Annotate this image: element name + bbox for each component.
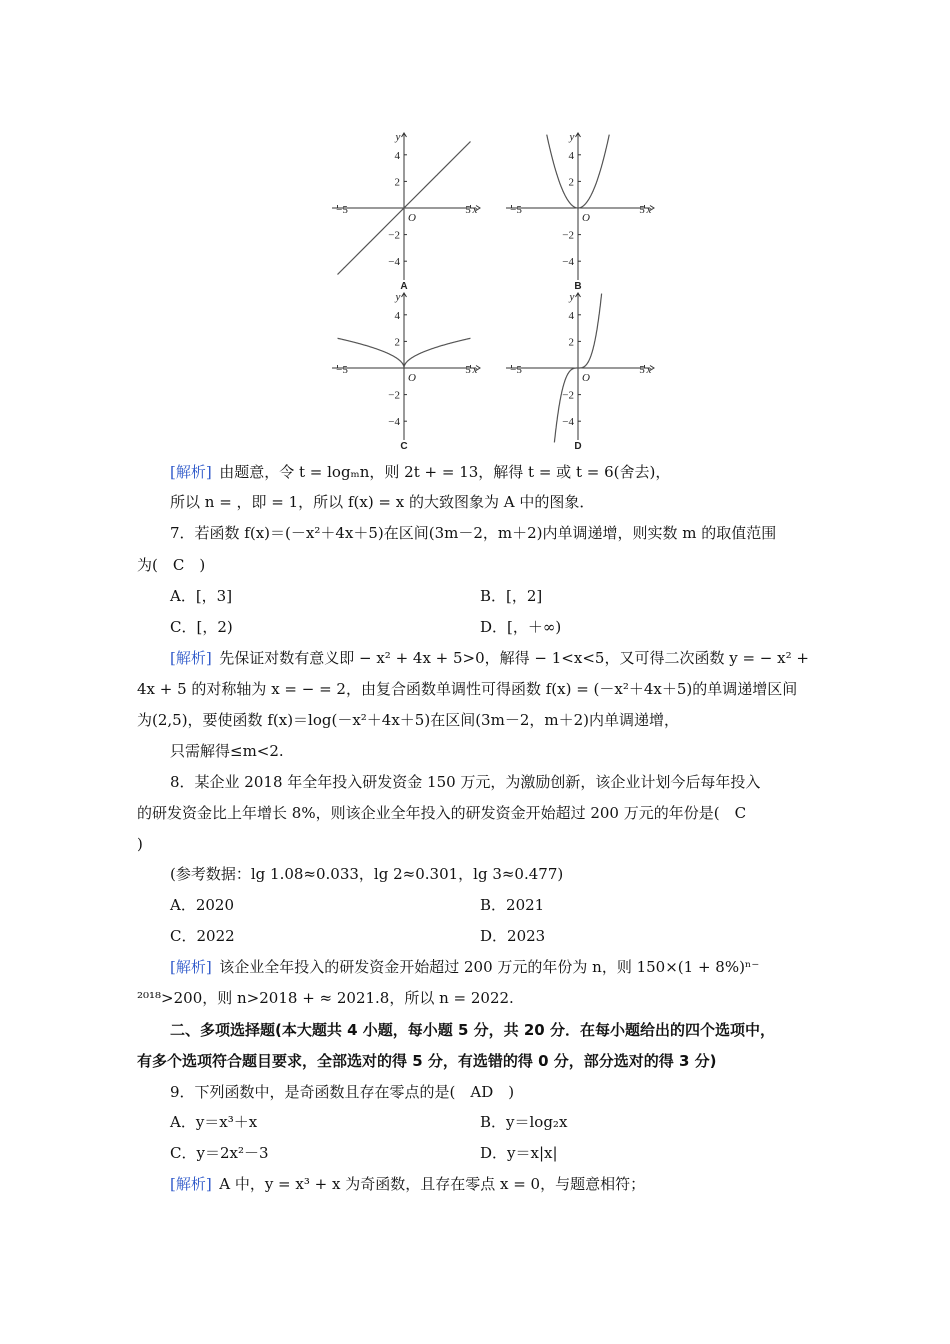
analysis-tag: [解析] (170, 649, 212, 667)
y-tick-label: 4 (568, 149, 574, 162)
analysis-7-line-1 (170, 648, 809, 668)
question-8-stem-3: ) (137, 835, 143, 853)
analysis-7-line-4: 只需解得≤m<2. (170, 742, 284, 760)
analysis-text: A 中，y = x³ + x 为奇函数，且存在零点 x = 0，与题意相符； (219, 1175, 646, 1193)
origin-label: O (582, 372, 590, 384)
graph-panel-a (332, 133, 480, 280)
y-tick-label: −2 (562, 229, 574, 242)
analysis-8-line-2: ²⁰¹⁸>200，则 n>2018 + ≈ 2021.8，所以 n = 2022. (137, 989, 514, 1007)
question-9-option-b: B．y＝log₂x (480, 1113, 568, 1131)
analysis-tag: [解析] (170, 463, 212, 481)
panel-label: B (574, 281, 582, 292)
question-8-stem-2: 的研发资金比上年增长 8%，则该企业全年投入的研发资金开始超过 200 万元的年份是( C (137, 804, 747, 822)
x-tick-label: −5 (336, 364, 348, 376)
y-axis-label: y (569, 291, 575, 303)
x-tick-label: −5 (336, 204, 348, 216)
x-tick-label: 5 (639, 364, 645, 376)
y-tick-label: 4 (568, 309, 574, 322)
y-axis-label: y (569, 131, 575, 143)
question-7-answer: 为( C ) (137, 556, 206, 574)
panel-label: C (400, 441, 408, 452)
question-8-option-a: A．2020 (170, 896, 235, 914)
y-axis-label: y (395, 291, 401, 303)
x-axis-label: x (646, 204, 652, 216)
y-tick-label: −2 (388, 229, 400, 242)
y-tick-label: 2 (394, 336, 400, 349)
question-9-option-a: A．y＝x³＋x (170, 1113, 258, 1131)
origin-label: O (408, 212, 416, 224)
section-2-heading-1: 二、多项选择题(本大题共 4 小题，每小题 5 分，共 20 分．在每小题给出的四个选项中， (170, 1021, 775, 1039)
function-graphs-figure (328, 128, 658, 452)
analysis-text: 该企业全年投入的研发资金开始超过 200 万元的年份为 n，则 150×(1 + 8%)ⁿ⁻ (219, 958, 760, 976)
y-tick-label: 4 (394, 149, 400, 162)
question-7-option-c: C．[，2) (170, 618, 233, 636)
y-tick-label: −4 (388, 256, 400, 269)
y-tick-label: −4 (562, 416, 574, 429)
y-tick-label: 2 (568, 336, 574, 349)
analysis-tag: [解析] (170, 958, 212, 976)
graph-panel-c (332, 293, 480, 440)
x-tick-label: −5 (510, 204, 522, 216)
y-tick-label: 2 (568, 176, 574, 189)
question-8-option-c: C．2022 (170, 927, 235, 945)
section-2-heading-2: 有多个选项符合题目要求，全部选对的得 5 分，有选错的得 0 分，部分选对的得 3 分) (137, 1052, 717, 1070)
question-8-stem-1: 8．某企业 2018 年全年投入研发资金 150 万元，为激励创新，该企业计划今后每年投入 (170, 773, 761, 791)
x-axis-label: x (646, 364, 652, 376)
analysis-text: 先保证对数有意义即 − x² + 4x + 5>0，解得 − 1<x<5，又可得二次函数 y = − x² + (219, 649, 809, 667)
x-tick-label: 5 (465, 204, 471, 216)
question-8-reference-data: (参考数据：lg 1.08≈0.033，lg 2≈0.301，lg 3≈0.477) (170, 865, 564, 883)
panel-label: A (400, 281, 408, 292)
question-9-option-d: D．y＝x|x| (480, 1144, 558, 1162)
question-8-option-d: D．2023 (480, 927, 546, 945)
y-axis-label: y (395, 131, 401, 143)
x-axis-label: x (472, 364, 478, 376)
question-7-option-d: D．[，＋∞) (480, 618, 562, 636)
analysis-9-line-1 (170, 1174, 645, 1194)
analysis-text: 由题意，令 t = logₘn，则 2t + = 13，解得 t = 或 t = 6(舍去)， (219, 463, 671, 481)
question-8-option-b: B．2021 (480, 896, 545, 914)
x-axis-label: x (472, 204, 478, 216)
y-tick-label: −4 (562, 256, 574, 269)
origin-label: O (582, 212, 590, 224)
y-tick-label: −2 (562, 389, 574, 402)
analysis-7-line-3: 为(2,5)，要使函数 f(x)＝log(－x²＋4x＋5)在区间(3m－2，m＋2)内单调递增， (137, 711, 679, 729)
question-9-option-c: C．y＝2x²－3 (170, 1144, 269, 1162)
question-9-stem: 9．下列函数中，是奇函数且存在零点的是( AD ) (170, 1083, 515, 1101)
analysis-8-line-1 (170, 957, 759, 977)
x-tick-label: 5 (465, 364, 471, 376)
question-7-option-a: A．[，3] (170, 587, 233, 605)
y-tick-label: −2 (388, 389, 400, 402)
analysis-7-line-2: 4x + 5 的对称轴为 x = − = 2，由复合函数单调性可得函数 f(x) = (－x²＋4x＋5)的单调递增区间 (137, 680, 798, 698)
x-tick-label: −5 (510, 364, 522, 376)
y-tick-label: 2 (394, 176, 400, 189)
analysis-tag: [解析] (170, 1175, 212, 1193)
origin-label: O (408, 372, 416, 384)
y-tick-label: −4 (388, 416, 400, 429)
y-tick-label: 4 (394, 309, 400, 322)
function-graphs-svg (328, 128, 658, 452)
panel-label: D (574, 441, 582, 452)
question-7-option-b: B．[，2] (480, 587, 543, 605)
analysis-1-line-2: 所以 n = ，即 = 1，所以 f(x) = x 的大致图象为 A 中的图象． (170, 493, 595, 511)
graph-panel-d (506, 293, 654, 442)
question-7-stem: 7．若函数 f(x)＝(－x²＋4x＋5)在区间(3m－2，m＋2)内单调递增，则实数 m 的取值范围 (170, 524, 777, 542)
x-tick-label: 5 (639, 204, 645, 216)
graph-panel-b (506, 133, 654, 280)
analysis-1-line-1 (170, 462, 670, 482)
